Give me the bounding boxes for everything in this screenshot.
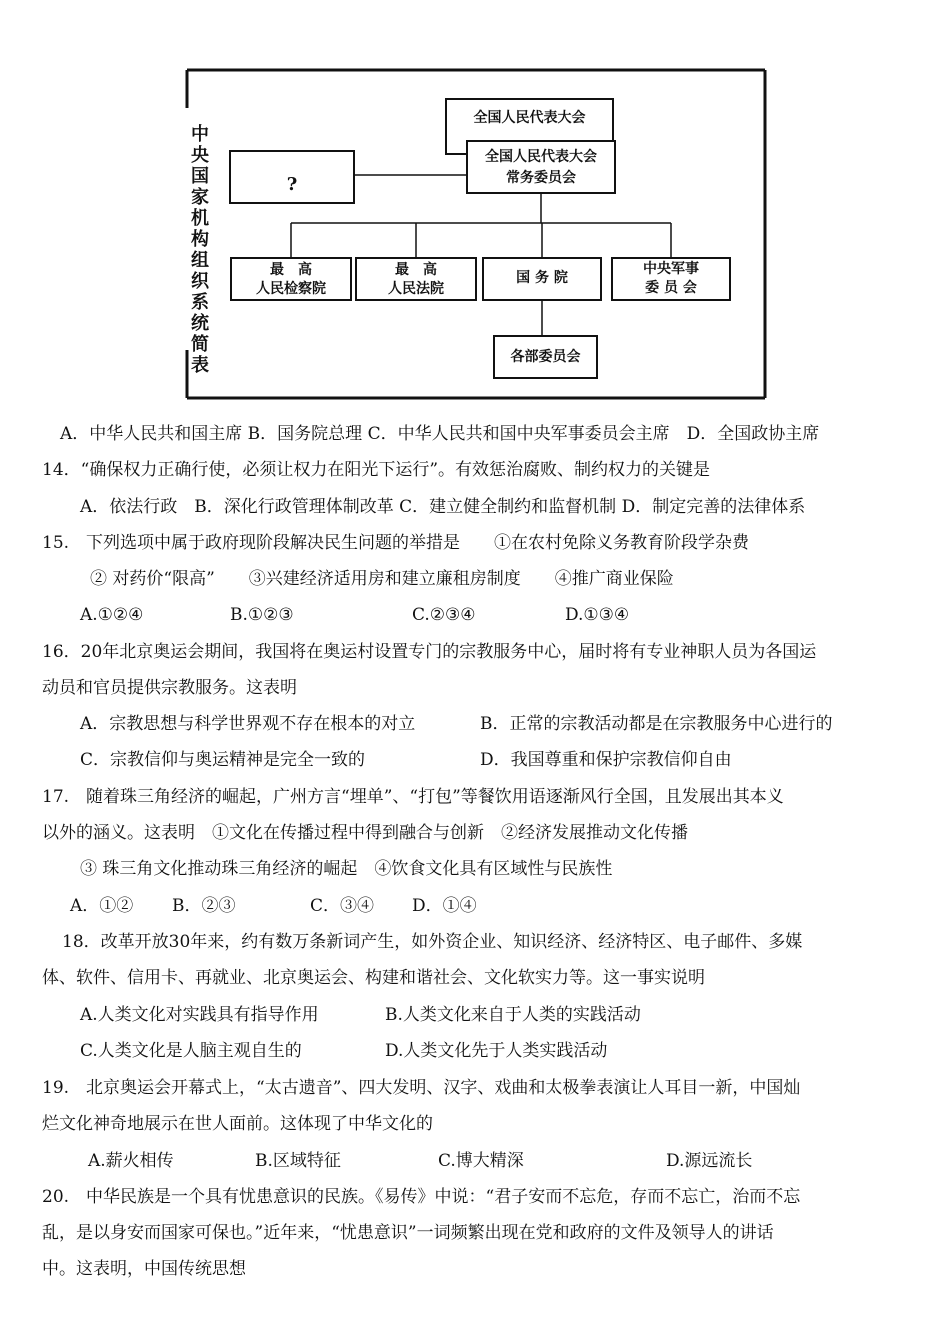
q19-option-b: B.区域特征 [255, 1151, 341, 1171]
q14-stem: 14．“确保权力正确行使，必须让权力在阳光下运行”。有效惩治腐败、制约权力的关键是 [42, 460, 711, 480]
q17-option-d: D．①④ [412, 896, 477, 916]
q18-option-b: B.人类文化来自于人类的实践活动 [385, 1005, 641, 1025]
q18-stem-line1: 18．改革开放30年来，约有数万条新词产生，如外资企业、知识经济、经济特区、电子邮件、多媒 [62, 932, 803, 952]
q20-stem-line1: 20. 中华民族是一个具有忧患意识的民族。《易传》中说：“君子安而不忘危，存而不忘亡，治而不忘 [42, 1187, 801, 1207]
q16-option-d: D．我国尊重和保护宗教信仰自由 [480, 750, 732, 770]
vertical-title-char: 织 [191, 271, 209, 292]
vertical-title-char: 央 [191, 145, 209, 166]
q16-option-a: A．宗教思想与科学世界观不存在根本的对立 [80, 714, 416, 734]
state-council-label: 国 务 院 [516, 270, 568, 286]
q19-option-a: A.薪火相传 [88, 1151, 174, 1171]
q17-option-a: A．①② [70, 896, 134, 916]
q15-option-d: D.①③④ [565, 605, 630, 625]
q19-stem-line1: 19. 北京奥运会开幕式上，“太古遗音”、四大发明、汉字、戏曲和太极拳表演让人耳目一新，中国灿 [42, 1078, 801, 1098]
q17-stem-line2: 以外的涵义。这表明 ①文化在传播过程中得到融合与创新 ②经济发展推动文化传播 [42, 823, 688, 843]
q17-stem-line1: 17. 随着珠三角经济的崛起，广州方言“埋单”、“打包”等餐饮用语逐渐风行全国，且发展出其本义 [42, 787, 784, 807]
vertical-title-char: 家 [191, 187, 209, 208]
org-chart [185, 68, 767, 400]
military-commission-label-line1: 中央军事 [643, 261, 699, 277]
q14-options: A．依法行政 B．深化行政管理体制改革 C．建立健全制约和监督机制 D．制定完善的法律体系 [80, 497, 806, 517]
npc-standing-label-line1: 全国人民代表大会 [485, 149, 597, 165]
q18-stem-line2: 体、软件、信用卡、再就业、北京奥运会、构建和谐社会、文化软实力等。这一事实说明 [42, 968, 705, 988]
vertical-title-char: 简 [191, 334, 209, 355]
vertical-title-char: 统 [191, 313, 209, 334]
court-label-line2: 人民法院 [388, 281, 444, 297]
q17-items: ③ 珠三角文化推动珠三角经济的崛起 ④饮食文化具有区域性与民族性 [80, 859, 613, 879]
q16-option-b: B．正常的宗教活动都是在宗教服务中心进行的 [480, 714, 833, 734]
vertical-title-char: 国 [191, 166, 209, 187]
q15-option-c: C.②③④ [412, 605, 476, 625]
q15-stem: 15. 下列选项中属于政府现阶段解决民生问题的举措是 ①在农村免除义务教育阶段学杂费 [42, 533, 750, 553]
q18-option-a: A.人类文化对实践具有指导作用 [80, 1005, 319, 1025]
vertical-title-char: 机 [191, 208, 209, 229]
vertical-title-char: 系 [191, 292, 209, 313]
unknown-box-label: ? [286, 174, 298, 195]
vertical-title-char: 中 [191, 124, 209, 145]
q19-option-d: D.源远流长 [666, 1151, 753, 1171]
q19-option-c: C.博大精深 [438, 1151, 524, 1171]
q15-option-a: A.①②④ [80, 605, 144, 625]
ministries-label: 各部委员会 [510, 349, 581, 365]
q16-option-c: C．宗教信仰与奥运精神是完全一致的 [80, 750, 366, 770]
vertical-title-char: 表 [191, 355, 209, 376]
q16-stem-line2: 动员和官员提供宗教服务。这表明 [42, 678, 297, 698]
military-commission-label-line2: 委 员 会 [645, 280, 697, 296]
q17-option-b: B．②③ [172, 896, 236, 916]
q18-option-d: D.人类文化先于人类实践活动 [385, 1041, 608, 1061]
npc-standing-label-line2: 常务委员会 [506, 170, 576, 186]
q17-option-c: C．③④ [310, 896, 375, 916]
q19-stem-line2: 烂文化神奇地展示在世人面前。这体现了中华文化的 [42, 1114, 433, 1134]
vertical-title-char: 组 [191, 250, 209, 271]
q18-option-c: C.人类文化是人脑主观自生的 [80, 1041, 302, 1061]
q16-stem-line1: 16．20年北京奥运会期间，我国将在奥运村设置专门的宗教服务中心，届时将有专业神职人员为各国运 [42, 642, 817, 662]
court-label-line1: 最 高 [395, 262, 437, 278]
diagram-vertical-title [189, 124, 211, 376]
q20-stem-line3: 中。这表明，中国传统思想 [42, 1259, 246, 1279]
procuratorate-label-line2: 人民检察院 [256, 281, 326, 297]
q15-items: ② 对药价“限高” ③兴建经济适用房和建立廉租房制度 ④推广商业保险 [90, 569, 674, 589]
q13-options: A．中华人民共和国主席 B．国务院总理 C．中华人民共和国中央军事委员会主席 D．全国政协主席 [60, 424, 820, 444]
npc-box-label: 全国人民代表大会 [473, 110, 586, 126]
q20-stem-line2: 乱，是以身安而国家可保也。”近年来，“忧患意识”一词频繁出现在党和政府的文件及领导人的讲话 [42, 1223, 774, 1243]
q15-option-b: B.①②③ [230, 605, 294, 625]
procuratorate-label-line1: 最 高 [270, 262, 312, 278]
vertical-title-char: 构 [191, 229, 209, 250]
